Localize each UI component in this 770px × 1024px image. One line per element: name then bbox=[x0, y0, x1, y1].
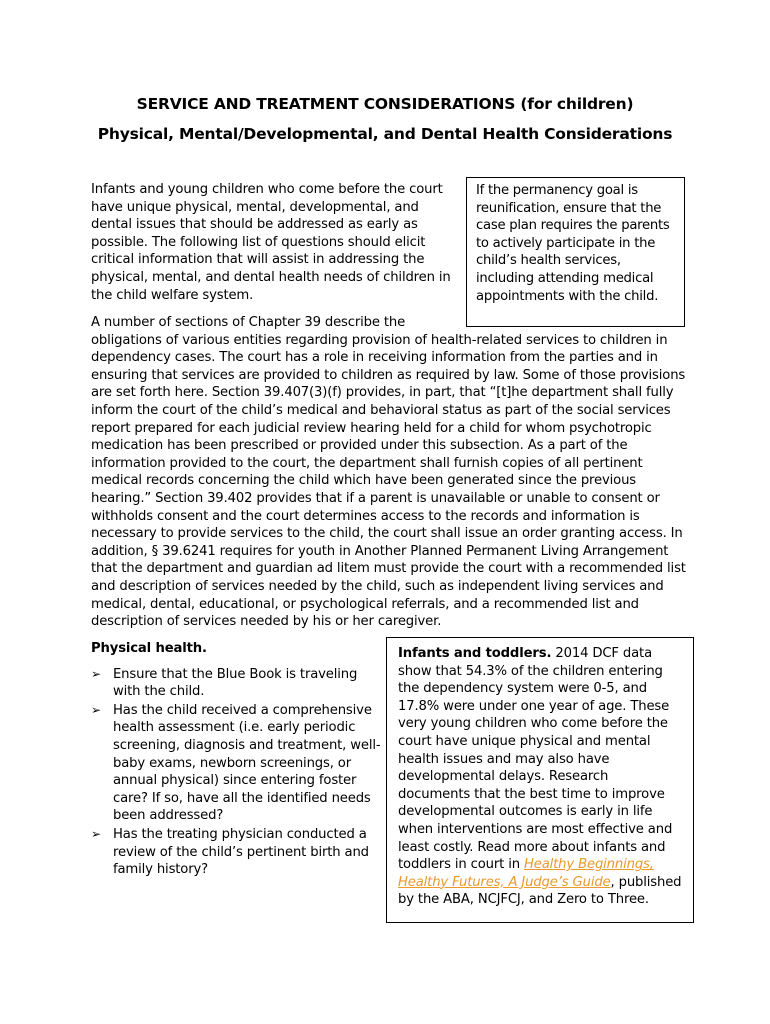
infants-toddlers-box bbox=[386, 637, 694, 923]
infants-toddlers-text: Infants and toddlers. 2014 DCF data show that 54.3% of the children entering the dependency system were 0-5, and 17.8% were under one year of age. These very young children who come before the court have unique physical and mental health issues and may also have developmental delays. Research documents that the best time to improve developmental outcomes is early in life when interventions are most effective and least costly. Read more about infants and toddlers in court in Healthy Beginnings, Healthy Futures, A Judge’s Guide, published by the ABA, NCJFCJ, and Zero to Three. bbox=[398, 646, 682, 908]
intro-paragraph: Infants and young children who come before the court have unique physical, mental, developmental, and dental issues that should be addressed as early as possible. The following list of questions should elicit critical information that will assist in addressing the physical, mental, and dental health needs of children in the child welfare system. bbox=[91, 182, 451, 303]
arrow-bullet-icon: ➢ bbox=[91, 702, 101, 717]
infants-toddlers-heading: Infants and toddlers. bbox=[398, 646, 552, 661]
arrow-bullet-icon: ➢ bbox=[91, 826, 101, 841]
list-item: ➢ Has the treating physician conducted a review of the child’s pertinent birth and family history? bbox=[91, 826, 369, 878]
page-subtitle: Physical, Mental/Developmental, and Dental Health Considerations bbox=[97, 125, 673, 143]
page-title: SERVICE AND TREATMENT CONSIDERATIONS (for children) bbox=[136, 95, 634, 113]
physical-health-heading: Physical health. bbox=[91, 641, 207, 656]
chapter-39-paragraph bbox=[91, 314, 691, 631]
reunification-callout-box bbox=[466, 177, 685, 327]
list-item: ➢ Ensure that the Blue Book is traveling with the child. bbox=[91, 666, 358, 700]
reunification-callout-text: If the permanency goal is reunification, ensure that the case plan requires the parents to actively participate in the child’s health services, including attending medical appointments with the child. bbox=[476, 183, 670, 304]
chapter-39-text: A number of sections of Chapter 39 describe the obligations of various entities regarding provision of health-related services to children in dependency cases. The court has a role in receiving information from the parties and in ensuring that services are provided to children as required by law. Some of those provisions are set forth here. Section 39.407(3)(f) provides, in part, that “[t]he department shall fully inform the court of the child’s medical and behavioral status as part of the social services report prepared for each judicial review hearing held for a child for whom psychotropic medication has been prescribed or provided under this subsection. As a part of the information provided to the court, the department shall furnish copies of all pertinent medical records concerning the child which have been generated since the previous hearing.” Section 39.402 provides that if a parent is unavailable or unable to consent or withholds consent and the court determines access to the records and information is necessary to provide services to the child, the court shall issue an order granting access. In addition, § 39.6241 requires for youth in Another Planned Permanent Living Arrangement that the department and guardian ad litem must provide the court with a recommended list and description of services needed by the child, such as independent living services and medical, dental, educational, or psychological referrals, and a recommended list and description of services needed by his or her caregiver. bbox=[91, 315, 686, 630]
list-item: ➢ Has the child received a comprehensive health assessment (i.e. early periodic screening, diagnosis and treatment, well-baby exams, newborn screenings, or annual physical) since entering foster care? If so, have all the identified needs been addressed? bbox=[91, 702, 381, 824]
float-spacer bbox=[469, 314, 691, 328]
judges-guide-link[interactable]: Healthy Beginnings, Healthy Futures, A Judge’s Guide bbox=[398, 857, 654, 890]
arrow-bullet-icon: ➢ bbox=[91, 666, 101, 681]
physical-health-list bbox=[91, 666, 381, 879]
physical-health-section bbox=[91, 640, 381, 880]
